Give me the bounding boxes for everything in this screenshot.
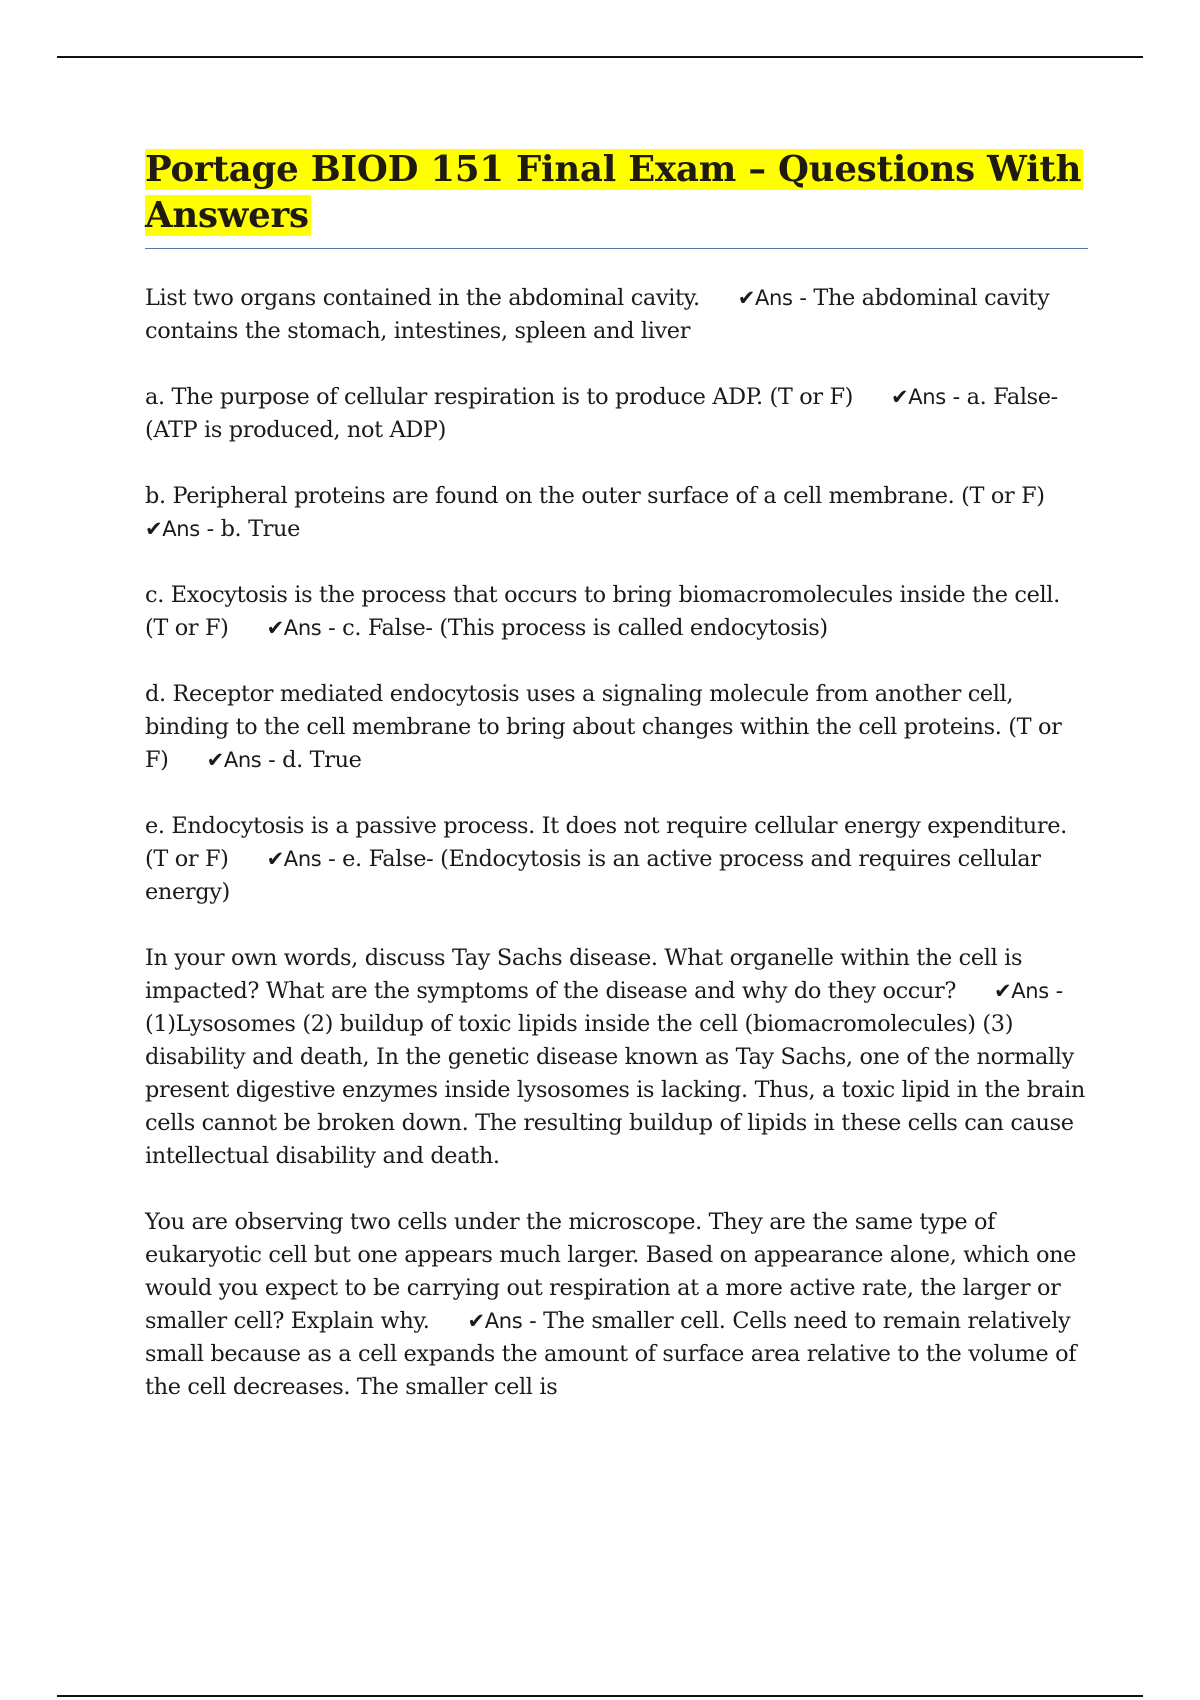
answer-marker: ✔Ans xyxy=(206,748,262,772)
qa-item-3 xyxy=(145,480,1088,546)
answer-text: b. True xyxy=(220,516,301,542)
answer-marker: ✔Ans xyxy=(266,616,322,640)
qa-item-4 xyxy=(145,579,1088,645)
document-title xyxy=(145,147,1088,239)
answer-text: (1)Lysosomes (2) buildup of toxic lipids inside the cell (biomacromolecules) (3) disability and death, In the genetic disease known as Tay Sachs, one of the normally present digestive enzymes inside lysosomes is lacking. Thus, a toxic lipid in the brain cells cannot be broken down. The resulting buildup of lipids in these cells can cause intellectual disability and death. xyxy=(145,1011,1085,1169)
page-bottom-rule xyxy=(57,1695,1143,1697)
question-text: a. The purpose of cellular respiration is to produce ADP. (T or F) xyxy=(145,384,854,410)
qa-item-6 xyxy=(145,810,1088,909)
answer-text: c. False- (This process is called endocytosis) xyxy=(342,615,828,641)
answer-separator: - xyxy=(261,747,283,773)
qa-item-1 xyxy=(145,282,1088,348)
answer-separator: - xyxy=(522,1308,544,1334)
qa-item-7 xyxy=(145,942,1088,1173)
qa-item-2 xyxy=(145,381,1088,447)
answer-text: The abdominal cavity contains the stomach, intestines, spleen and liver xyxy=(145,285,1050,344)
question-text: e. Endocytosis is a passive process. It does not require cellular energy expenditure.(T or F) xyxy=(145,813,1067,872)
answer-separator: - xyxy=(792,285,814,311)
answer-marker: ✔Ans xyxy=(737,286,793,310)
qa-item-8 xyxy=(145,1206,1088,1404)
title-highlight: Portage BIOD 151 Final Exam – Questions With Answers xyxy=(145,149,1082,236)
question-text: d. Receptor mediated endocytosis uses a signaling molecule from another cell, binding to the cell membrane to bring about changes within the cell proteins. (T or F) xyxy=(145,681,1062,773)
answer-marker: ✔Ans xyxy=(145,517,200,541)
answer-marker: ✔Ans xyxy=(891,385,946,409)
answer-text: e. False- (Endocytosis is an active process and requires cellular energy) xyxy=(145,846,1041,905)
document-body xyxy=(145,147,1088,1404)
question-text: In your own words, discuss Tay Sachs disease. What organelle within the cell is impacted? What are the symptoms of the disease and why do they occur? xyxy=(145,945,1023,1004)
answer-text: d. True xyxy=(282,747,362,773)
page-top-rule xyxy=(57,56,1143,58)
question-text: You are observing two cells under the microscope. They are the same type of eukaryotic cell but one appears much larger. Based on appearance alone, which one would you expect to be carrying out respiration at a more active rate, the larger or smaller cell? Explain why. xyxy=(145,1209,1077,1334)
answer-separator: - xyxy=(1048,978,1063,1004)
question-text: List two organs contained in the abdominal cavity. xyxy=(145,285,700,311)
answer-text: The smaller cell. Cells need to remain relatively small because as a cell expands the amount of surface area relative to the volume of the cell decreases. The smaller cell is xyxy=(145,1308,1077,1400)
answer-separator: - xyxy=(321,615,343,641)
answer-marker: ✔Ans xyxy=(467,1309,523,1333)
question-text: c. Exocytosis is the process that occurs to bring biomacromolecules inside the cell. (T or F) xyxy=(145,582,1060,641)
answer-marker: ✔Ans xyxy=(266,847,322,871)
answer-separator: - xyxy=(199,516,221,542)
answer-separator: - xyxy=(321,846,343,872)
qa-item-5 xyxy=(145,678,1088,777)
answer-text: a. False- (ATP is produced, not ADP) xyxy=(145,384,1058,443)
answer-separator: - xyxy=(945,384,967,410)
answer-marker: ✔Ans xyxy=(994,979,1049,1003)
title-underline xyxy=(145,248,1088,249)
question-text: b. Peripheral proteins are found on the outer surface of a cell membrane. (T or F) xyxy=(145,483,1045,509)
